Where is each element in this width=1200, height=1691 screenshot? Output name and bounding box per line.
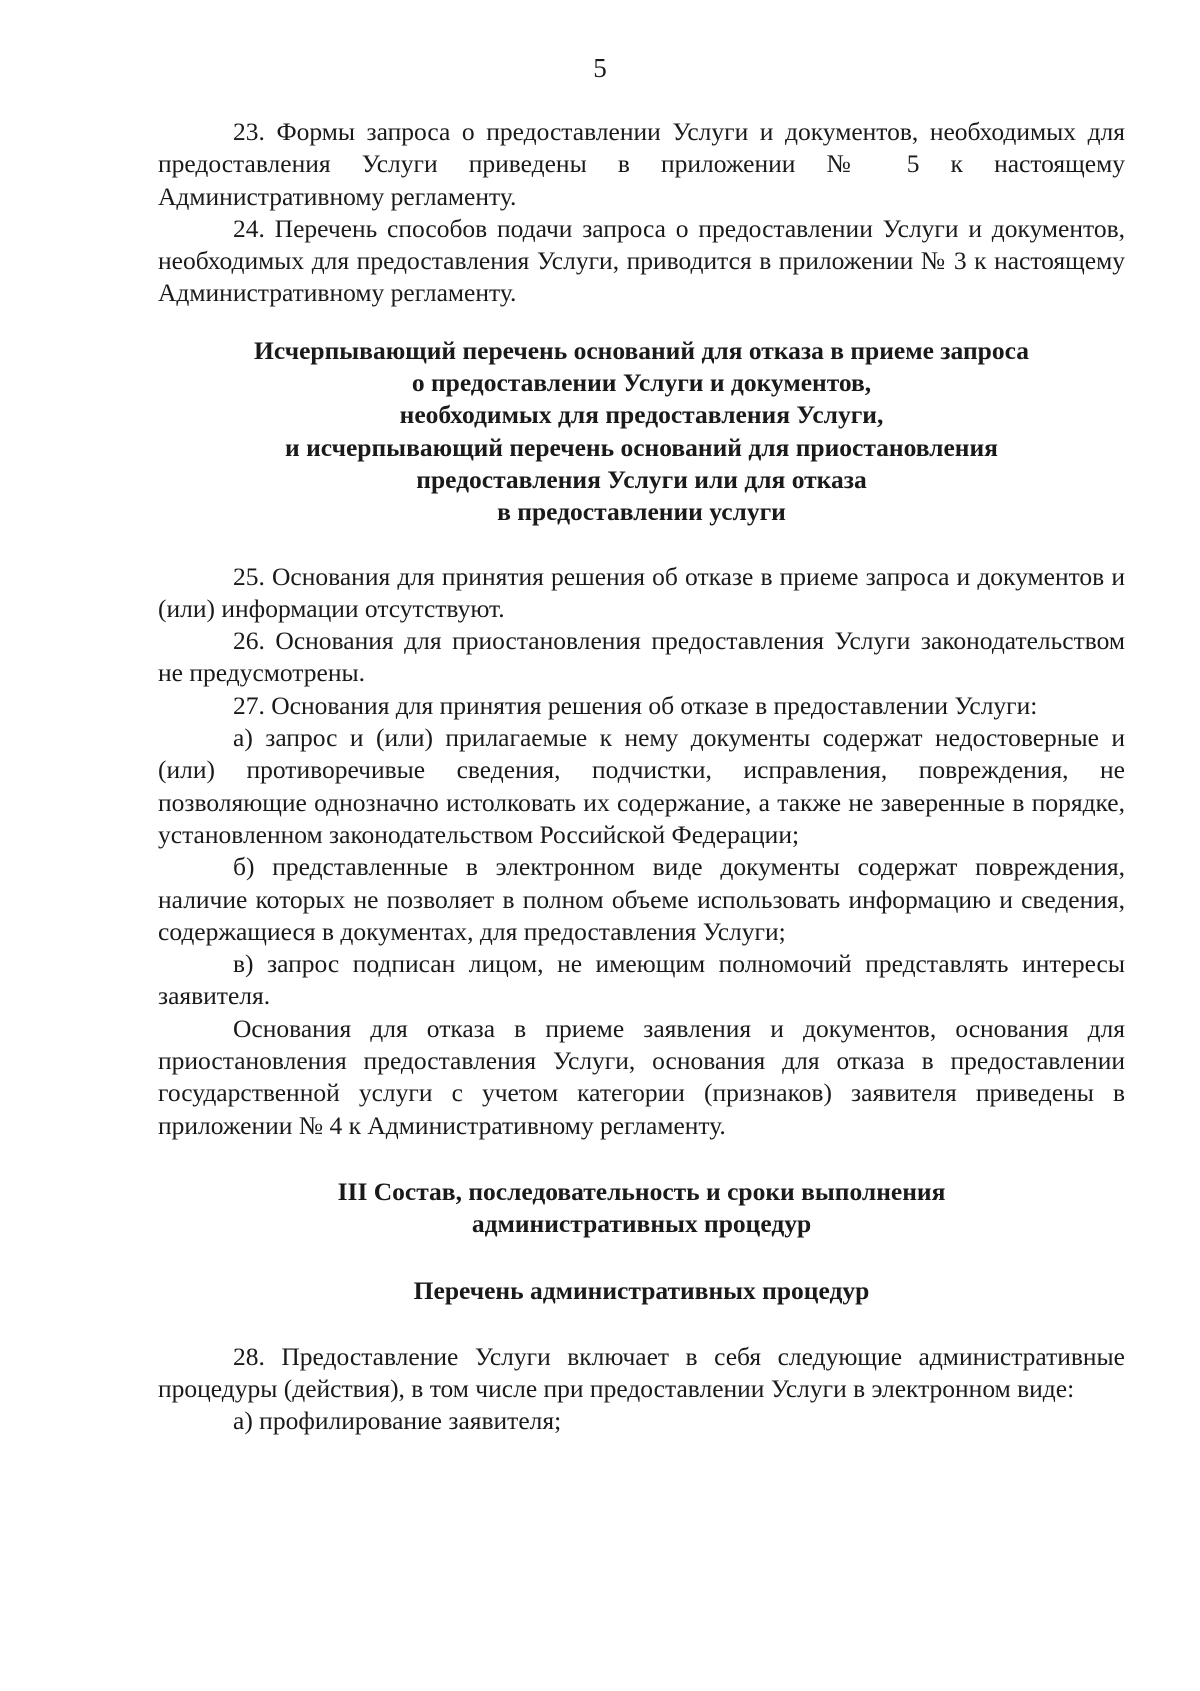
paragraph-26: 26. Основания для приостановления предоставления Услуги законодательством не предусмотрены. — [158, 626, 1125, 688]
paragraph-24: 24. Перечень способов подачи запроса о предоставлении Услуги и документов, необходимых для предоставления Услуги, приводится в приложении № 3 к настоящему Административному регламенту. — [158, 213, 1125, 308]
paragraph-28: 28. Предоставление Услуги включает в себя следующие административные процедуры (действия), в том числе при предоставлении Услуги в электронном виде: — [158, 1341, 1125, 1404]
paragraph-27-a: а) запрос и (или) прилагаемые к нему документы содержат недостоверные и (или) противоречивые сведения, подчистки, исправления, повреждения, не позволяющие однозначно истолковать их содержание, а также не заверенные в порядке, установленном законодательством Российской Федерации; — [158, 723, 1125, 849]
paragraph-28-a: а) профилирование заявителя; — [233, 1406, 562, 1436]
page-number: 5 — [593, 53, 607, 83]
heading-line: необходимых для предоставления Услуги, — [399, 400, 884, 430]
document-body — [158, 116, 1125, 1438]
subsection-heading-procedures: Перечень административных процедур — [413, 1275, 870, 1305]
section-heading-iii — [158, 1176, 1125, 1241]
heading-line: административных процедур — [471, 1209, 812, 1239]
heading-line: и исчерпывающий перечень оснований для приостановления — [285, 432, 998, 462]
paragraph-23: 23. Формы запроса о предоставлении Услуги и документов, необходимых для предоставления Услуги приведены в приложении № 5 к настоящему Административному регламенту. — [158, 117, 1125, 211]
heading-line: III Состав, последовательность и сроки выполнения — [337, 1176, 946, 1206]
paragraph-27-note: Основания для отказа в приеме заявления и документов, основания для приостановления предоставления Услуги, основания для отказа в предоставлении государственной услуги с учетом категории (признаков) заявителя приведены в приложении № 4 к Административному регламенту. — [158, 1013, 1125, 1140]
heading-line: предоставления Услуги или для отказа — [416, 464, 867, 494]
paragraph-27: 27. Основания для принятия решения об отказе в предоставлении Услуги: — [233, 690, 1038, 720]
paragraph-27-c: в) запрос подписан лицом, не имеющим полномочий представлять интересы заявителя. — [158, 949, 1125, 1011]
paragraph-27-b: б) представленные в электронном виде документы содержат повреждения, наличие которых не позволяет в полном объеме использовать информацию и сведения, содержащиеся в документах, для предоставления Услуги; — [158, 852, 1125, 946]
heading-line: Исчерпывающий перечень оснований для отказа в приеме запроса — [254, 335, 1029, 365]
heading-line: о предоставлении Услуги и документов, — [411, 368, 872, 398]
paragraph-25: 25. Основания для принятия решения об отказе в приеме запроса и документов и (или) информации отсутствуют. — [158, 561, 1125, 623]
section-heading-refusal-grounds — [158, 335, 1125, 529]
heading-line: в предоставлении услуги — [497, 497, 786, 527]
